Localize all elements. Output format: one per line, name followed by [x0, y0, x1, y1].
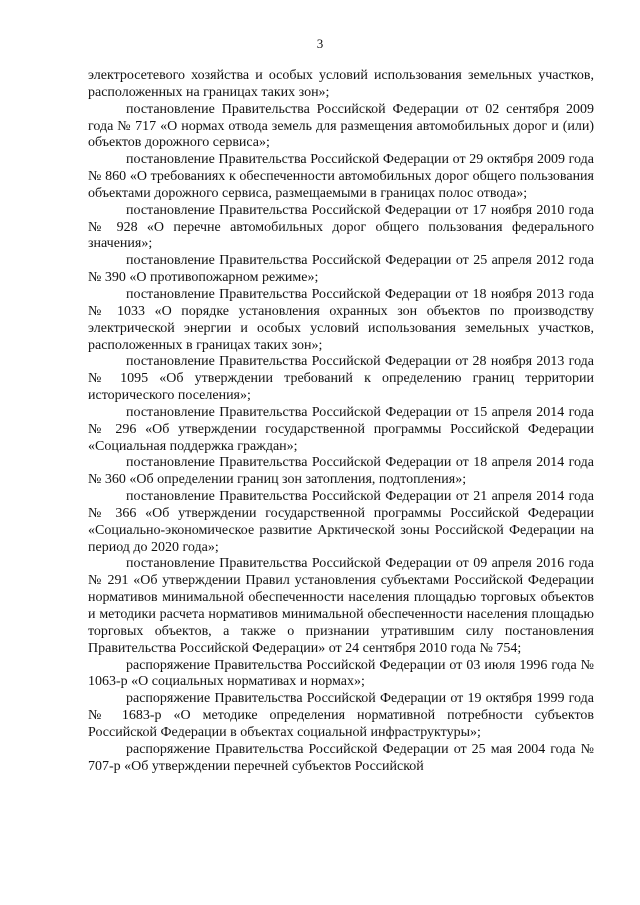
- paragraph: постановление Правительства Российской Федерации от 09 апреля 2016 года № 291 «Об утверждении Правил установления субъектами Российской Федерации нормативов минимальной обеспеченности населения площадью торговых объектов и методики расчета нормативов минимальной обеспеченности населения площадью торговых объектов, а также о признании утратившим силу постановления Правительства Российской Федерации» от 24 сентября 2010 года № 754;: [88, 556, 594, 656]
- paragraph: постановление Правительства Российской Федерации от 28 ноября 2013 года № 1095 «Об утверждении требований к определению границ территории исторического поселения»;: [88, 354, 594, 404]
- paragraph: постановление Правительства Российской Федерации от 18 ноября 2013 года № 1033 «О порядке установления охранных зон объектов по производству электрической энергии и особых условий использования земельных участков, расположенных в границах таких зон»;: [88, 286, 594, 353]
- paragraph: постановление Правительства Российской Федерации от 17 ноября 2010 года № 928 «О перечне автомобильных дорог общего пользования федерального значения»;: [88, 202, 594, 252]
- paragraph: постановление Правительства Российской Федерации от 29 октября 2009 года № 860 «О требованиях к обеспеченности автомобильных дорог общего пользования объектами дорожного сервиса, размещаемыми в границах полос отвода»;: [88, 152, 594, 201]
- paragraph: распоряжение Правительства Российской Федерации от 19 октября 1999 года № 1683-р «О методике определения нормативной потребности субъектов Российской Федерации в объектах социальной инфраструктуры»;: [88, 691, 594, 740]
- paragraph: постановление Правительства Российской Федерации от 21 апреля 2014 года № 366 «Об утверждении государственной программы Российской Федерации «Социально-экономическое развитие Арктической зоны Российской Федерации на период до 2020 года»;: [88, 489, 594, 555]
- paragraph: постановление Правительства Российской Федерации от 25 апреля 2012 года № 390 «О противопожарном режиме»;: [88, 253, 594, 286]
- paragraph: распоряжение Правительства Российской Федерации от 25 мая 2004 года № 707-р «Об утверждении перечней субъектов Российской: [88, 741, 594, 774]
- paragraph: распоряжение Правительства Российской Федерации от 03 июля 1996 года № 1063-р «О социальных нормативах и нормах»;: [88, 657, 594, 690]
- paragraph: постановление Правительства Российской Федерации от 02 сентября 2009 года № 717 «О нормах отвода земель для размещения автомобильных дорог и (или) объектов дорожного сервиса»;: [88, 101, 594, 151]
- document-body: [88, 68, 594, 775]
- page-number: 3: [316, 36, 324, 51]
- paragraph: электросетевого хозяйства и особых условий использования земельных участков, расположенных на границах таких зон»;: [88, 68, 594, 100]
- paragraph: постановление Правительства Российской Федерации от 18 апреля 2014 года № 360 «Об определении границ зон затопления, подтопления»;: [88, 455, 594, 488]
- paragraph: постановление Правительства Российской Федерации от 15 апреля 2014 года № 296 «Об утверждении государственной программы Российской Федерации «Социальная поддержка граждан»;: [88, 404, 594, 454]
